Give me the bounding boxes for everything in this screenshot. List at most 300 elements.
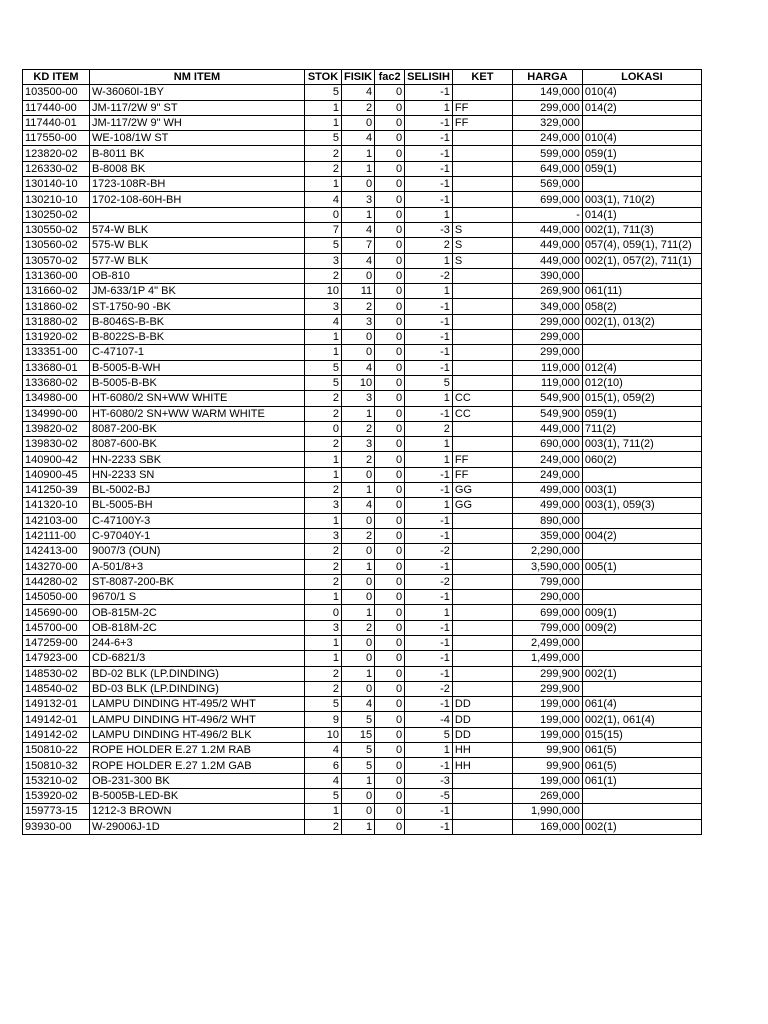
cell-lokasi: 002(1) <box>582 819 701 834</box>
table-row <box>23 192 702 207</box>
cell-ket: DD <box>452 697 512 712</box>
table-row <box>23 697 702 712</box>
table-row <box>23 452 702 467</box>
cell-stok: 3 <box>305 498 342 513</box>
cell-fisik: 1 <box>342 666 375 681</box>
cell-stok: 2 <box>305 146 342 161</box>
cell-stok: 2 <box>305 391 342 406</box>
cell-kd-item: 130550-02 <box>23 222 90 237</box>
cell-harga: 449,000 <box>512 253 582 268</box>
cell-harga: 390,000 <box>512 268 582 283</box>
cell-kd-item: 130250-02 <box>23 207 90 222</box>
cell-harga: 299,900 <box>512 666 582 681</box>
cell-stok: 3 <box>305 620 342 635</box>
cell-stok: 1 <box>305 115 342 130</box>
cell-stok: 5 <box>305 238 342 253</box>
cell-harga: 690,000 <box>512 437 582 452</box>
cell-fac2: 0 <box>375 391 405 406</box>
cell-nm-item: B-8011 BK <box>90 146 305 161</box>
cell-harga: 119,000 <box>512 360 582 375</box>
cell-nm-item: B-8008 BK <box>90 161 305 176</box>
cell-kd-item: 150810-32 <box>23 758 90 773</box>
cell-lokasi: 057(4), 059(1), 711(2) <box>582 238 701 253</box>
cell-nm-item: 1702-108-60H-BH <box>90 192 305 207</box>
cell-fac2: 0 <box>375 727 405 742</box>
cell-lokasi: 002(1), 057(2), 711(1) <box>582 253 701 268</box>
cell-ket: FF <box>452 100 512 115</box>
cell-fac2: 0 <box>375 314 405 329</box>
header-fisik: FISIK <box>342 70 375 85</box>
table-row <box>23 788 702 803</box>
cell-nm-item: HT-6080/2 SN+WW WHITE <box>90 391 305 406</box>
cell-lokasi: 010(4) <box>582 85 701 100</box>
cell-nm-item: 575-W BLK <box>90 238 305 253</box>
cell-stok: 5 <box>305 360 342 375</box>
cell-fac2: 0 <box>375 207 405 222</box>
cell-selisih: -1 <box>405 177 453 192</box>
cell-selisih: 2 <box>405 421 453 436</box>
cell-lokasi: 004(2) <box>582 528 701 543</box>
cell-fisik: 4 <box>342 131 375 146</box>
cell-kd-item: 131360-00 <box>23 268 90 283</box>
cell-fisik: 4 <box>342 498 375 513</box>
cell-stok: 4 <box>305 192 342 207</box>
cell-nm-item: A-501/8+3 <box>90 559 305 574</box>
cell-selisih: -1 <box>405 758 453 773</box>
cell-harga: 499,000 <box>512 483 582 498</box>
header-ket: KET <box>452 70 512 85</box>
cell-kd-item: 131920-02 <box>23 330 90 345</box>
cell-stok: 3 <box>305 253 342 268</box>
table-row <box>23 115 702 130</box>
cell-harga: 299,000 <box>512 100 582 115</box>
cell-stok: 2 <box>305 681 342 696</box>
table-row <box>23 574 702 589</box>
cell-stok: 1 <box>305 804 342 819</box>
cell-selisih: 1 <box>405 498 453 513</box>
cell-harga: 449,000 <box>512 421 582 436</box>
cell-ket <box>452 666 512 681</box>
cell-nm-item: WE-108/1W ST <box>90 131 305 146</box>
cell-selisih: 5 <box>405 375 453 390</box>
cell-harga: 890,000 <box>512 513 582 528</box>
table-row <box>23 177 702 192</box>
cell-fac2: 0 <box>375 131 405 146</box>
cell-fac2: 0 <box>375 345 405 360</box>
cell-ket <box>452 421 512 436</box>
inventory-table <box>22 69 702 835</box>
cell-fac2: 0 <box>375 773 405 788</box>
cell-nm-item: BL-5002-BJ <box>90 483 305 498</box>
cell-stok: 4 <box>305 743 342 758</box>
table-row <box>23 605 702 620</box>
cell-lokasi <box>582 177 701 192</box>
table-row <box>23 804 702 819</box>
cell-stok: 2 <box>305 574 342 589</box>
cell-harga: 299,000 <box>512 314 582 329</box>
cell-stok: 5 <box>305 85 342 100</box>
cell-fac2: 0 <box>375 360 405 375</box>
cell-lokasi: 015(15) <box>582 727 701 742</box>
cell-ket <box>452 177 512 192</box>
cell-fac2: 0 <box>375 559 405 574</box>
cell-kd-item: 131860-02 <box>23 299 90 314</box>
cell-nm-item: 1723-108R-BH <box>90 177 305 192</box>
cell-harga: 299,000 <box>512 345 582 360</box>
cell-nm-item: B-5005B-LED-BK <box>90 788 305 803</box>
cell-fisik: 0 <box>342 590 375 605</box>
cell-fac2: 0 <box>375 635 405 650</box>
table-row <box>23 666 702 681</box>
cell-fisik: 0 <box>342 574 375 589</box>
cell-kd-item: 126330-02 <box>23 161 90 176</box>
cell-nm-item: LAMPU DINDING HT-496/2 BLK <box>90 727 305 742</box>
cell-stok: 9 <box>305 712 342 727</box>
cell-lokasi <box>582 330 701 345</box>
cell-ket: FF <box>452 452 512 467</box>
cell-lokasi <box>582 681 701 696</box>
cell-harga: 799,000 <box>512 620 582 635</box>
cell-fisik: 2 <box>342 100 375 115</box>
cell-selisih: 1 <box>405 743 453 758</box>
cell-harga: 549,900 <box>512 391 582 406</box>
table-row <box>23 330 702 345</box>
cell-stok: 5 <box>305 788 342 803</box>
cell-harga: 699,000 <box>512 605 582 620</box>
cell-nm-item: ST-1750-90 -BK <box>90 299 305 314</box>
cell-harga: 249,000 <box>512 467 582 482</box>
cell-ket <box>452 437 512 452</box>
cell-lokasi: 009(1) <box>582 605 701 620</box>
cell-stok: 2 <box>305 559 342 574</box>
cell-selisih: -1 <box>405 299 453 314</box>
cell-lokasi: 059(1) <box>582 146 701 161</box>
cell-harga: 329,000 <box>512 115 582 130</box>
cell-kd-item: 131880-02 <box>23 314 90 329</box>
cell-harga: 1,499,000 <box>512 651 582 666</box>
cell-kd-item: 143270-00 <box>23 559 90 574</box>
cell-stok: 3 <box>305 528 342 543</box>
cell-stok: 10 <box>305 727 342 742</box>
cell-harga: 3,590,000 <box>512 559 582 574</box>
cell-nm-item: JM-117/2W 9" WH <box>90 115 305 130</box>
cell-fisik: 1 <box>342 559 375 574</box>
header-stok: STOK <box>305 70 342 85</box>
cell-selisih: -1 <box>405 651 453 666</box>
cell-lokasi: 002(1), 013(2) <box>582 314 701 329</box>
cell-lokasi: 012(10) <box>582 375 701 390</box>
cell-nm-item: 8087-600-BK <box>90 437 305 452</box>
cell-harga: 290,000 <box>512 590 582 605</box>
cell-kd-item: 134980-00 <box>23 391 90 406</box>
cell-selisih: 1 <box>405 207 453 222</box>
cell-fisik: 2 <box>342 421 375 436</box>
cell-ket <box>452 651 512 666</box>
table-row <box>23 131 702 146</box>
cell-harga: 249,000 <box>512 452 582 467</box>
cell-selisih: 1 <box>405 253 453 268</box>
cell-kd-item: 139830-02 <box>23 437 90 452</box>
cell-harga: 359,000 <box>512 528 582 543</box>
cell-fac2: 0 <box>375 284 405 299</box>
cell-harga: 119,000 <box>512 375 582 390</box>
cell-ket <box>452 345 512 360</box>
cell-ket <box>452 528 512 543</box>
table-row <box>23 819 702 834</box>
header-kd-item: KD ITEM <box>23 70 90 85</box>
header-harga: HARGA <box>512 70 582 85</box>
cell-selisih: -1 <box>405 192 453 207</box>
cell-lokasi <box>582 513 701 528</box>
cell-fac2: 0 <box>375 406 405 421</box>
cell-stok: 0 <box>305 605 342 620</box>
cell-kd-item: 145700-00 <box>23 620 90 635</box>
cell-fac2: 0 <box>375 192 405 207</box>
cell-kd-item: 142111-00 <box>23 528 90 543</box>
cell-ket: S <box>452 222 512 237</box>
table-row <box>23 85 702 100</box>
cell-fisik: 0 <box>342 635 375 650</box>
cell-selisih: 1 <box>405 437 453 452</box>
cell-nm-item: 574-W BLK <box>90 222 305 237</box>
table-row <box>23 146 702 161</box>
cell-fac2: 0 <box>375 498 405 513</box>
cell-ket <box>452 819 512 834</box>
cell-nm-item: ROPE HOLDER E.27 1.2M GAB <box>90 758 305 773</box>
cell-ket <box>452 590 512 605</box>
cell-nm-item: BD-03 BLK (LP.DINDING) <box>90 681 305 696</box>
cell-fisik: 7 <box>342 238 375 253</box>
cell-lokasi: 002(1) <box>582 666 701 681</box>
cell-fac2: 0 <box>375 85 405 100</box>
cell-lokasi <box>582 268 701 283</box>
cell-kd-item: 144280-02 <box>23 574 90 589</box>
cell-harga: 569,000 <box>512 177 582 192</box>
cell-lokasi: 061(1) <box>582 773 701 788</box>
cell-stok: 7 <box>305 222 342 237</box>
cell-kd-item: 159773-15 <box>23 804 90 819</box>
cell-fisik: 0 <box>342 544 375 559</box>
cell-lokasi <box>582 590 701 605</box>
cell-ket <box>452 192 512 207</box>
cell-nm-item: BL-5005-BH <box>90 498 305 513</box>
cell-harga: 269,000 <box>512 788 582 803</box>
cell-nm-item: 9670/1 S <box>90 590 305 605</box>
cell-stok: 1 <box>305 590 342 605</box>
table-row <box>23 345 702 360</box>
cell-nm-item: CD-6821/3 <box>90 651 305 666</box>
table-row <box>23 590 702 605</box>
table-row <box>23 498 702 513</box>
cell-lokasi <box>582 804 701 819</box>
table-row <box>23 483 702 498</box>
cell-fisik: 0 <box>342 651 375 666</box>
cell-kd-item: 130560-02 <box>23 238 90 253</box>
cell-nm-item: 577-W BLK <box>90 253 305 268</box>
table-row <box>23 513 702 528</box>
cell-kd-item: 141250-39 <box>23 483 90 498</box>
cell-fisik: 2 <box>342 620 375 635</box>
cell-fisik: 15 <box>342 727 375 742</box>
cell-lokasi <box>582 115 701 130</box>
cell-kd-item: 145690-00 <box>23 605 90 620</box>
cell-harga: 99,900 <box>512 758 582 773</box>
cell-nm-item: HN-2233 SBK <box>90 452 305 467</box>
cell-ket: S <box>452 238 512 253</box>
table-row <box>23 253 702 268</box>
cell-stok: 1 <box>305 452 342 467</box>
cell-lokasi: 061(5) <box>582 743 701 758</box>
cell-fisik: 1 <box>342 483 375 498</box>
cell-ket <box>452 559 512 574</box>
cell-selisih: 1 <box>405 452 453 467</box>
cell-ket <box>452 207 512 222</box>
cell-kd-item: 117440-00 <box>23 100 90 115</box>
cell-fisik: 2 <box>342 528 375 543</box>
cell-fisik: 4 <box>342 697 375 712</box>
cell-stok: 2 <box>305 666 342 681</box>
cell-kd-item: 140900-45 <box>23 467 90 482</box>
cell-selisih: -2 <box>405 268 453 283</box>
cell-selisih: 1 <box>405 284 453 299</box>
cell-lokasi: 012(4) <box>582 360 701 375</box>
cell-stok: 2 <box>305 819 342 834</box>
cell-harga: 599,000 <box>512 146 582 161</box>
cell-selisih: -1 <box>405 666 453 681</box>
cell-fisik: 1 <box>342 207 375 222</box>
cell-selisih: -1 <box>405 406 453 421</box>
cell-fisik: 3 <box>342 192 375 207</box>
table-row <box>23 421 702 436</box>
cell-lokasi: 003(1), 711(2) <box>582 437 701 452</box>
cell-fac2: 0 <box>375 452 405 467</box>
cell-nm-item: ST-8087-200-BK <box>90 574 305 589</box>
cell-lokasi: 061(4) <box>582 697 701 712</box>
cell-fac2: 0 <box>375 330 405 345</box>
cell-fisik: 5 <box>342 758 375 773</box>
cell-nm-item: 1212-3 BROWN <box>90 804 305 819</box>
cell-selisih: 2 <box>405 238 453 253</box>
cell-fac2: 0 <box>375 115 405 130</box>
cell-stok: 5 <box>305 697 342 712</box>
cell-nm-item: OB-810 <box>90 268 305 283</box>
cell-fisik: 3 <box>342 437 375 452</box>
cell-selisih: 5 <box>405 727 453 742</box>
cell-stok: 4 <box>305 314 342 329</box>
cell-ket <box>452 513 512 528</box>
cell-nm-item: JM-633/1P 4" BK <box>90 284 305 299</box>
cell-lokasi: 014(2) <box>582 100 701 115</box>
cell-ket <box>452 85 512 100</box>
cell-fac2: 0 <box>375 788 405 803</box>
cell-fisik: 0 <box>342 681 375 696</box>
cell-fac2: 0 <box>375 590 405 605</box>
cell-fisik: 5 <box>342 743 375 758</box>
table-row <box>23 651 702 666</box>
table-row <box>23 467 702 482</box>
table-row <box>23 314 702 329</box>
cell-lokasi: 010(4) <box>582 131 701 146</box>
cell-stok: 1 <box>305 100 342 115</box>
cell-selisih: -1 <box>405 483 453 498</box>
cell-fisik: 0 <box>342 115 375 130</box>
cell-selisih: -4 <box>405 712 453 727</box>
cell-harga: 199,000 <box>512 727 582 742</box>
cell-stok: 2 <box>305 483 342 498</box>
cell-harga: 649,000 <box>512 161 582 176</box>
cell-ket: DD <box>452 727 512 742</box>
cell-nm-item: W-29006J-1D <box>90 819 305 834</box>
cell-fisik: 3 <box>342 391 375 406</box>
cell-harga: 199,000 <box>512 697 582 712</box>
cell-fac2: 0 <box>375 819 405 834</box>
cell-ket: FF <box>452 115 512 130</box>
cell-harga: 499,000 <box>512 498 582 513</box>
cell-nm-item: OB-815M-2C <box>90 605 305 620</box>
table-body <box>23 85 702 835</box>
cell-fac2: 0 <box>375 100 405 115</box>
cell-stok: 5 <box>305 131 342 146</box>
cell-kd-item: 149142-02 <box>23 727 90 742</box>
cell-lokasi: 059(1) <box>582 161 701 176</box>
cell-stok: 1 <box>305 651 342 666</box>
cell-selisih: -1 <box>405 131 453 146</box>
cell-harga: 799,000 <box>512 574 582 589</box>
cell-kd-item: 140900-42 <box>23 452 90 467</box>
cell-harga: - <box>512 207 582 222</box>
table-row <box>23 727 702 742</box>
cell-nm-item: B-5005-B-BK <box>90 375 305 390</box>
cell-kd-item: 133351-00 <box>23 345 90 360</box>
cell-stok: 2 <box>305 161 342 176</box>
cell-kd-item: 141320-10 <box>23 498 90 513</box>
cell-selisih: -1 <box>405 146 453 161</box>
table-row <box>23 712 702 727</box>
cell-ket <box>452 161 512 176</box>
cell-harga: 299,000 <box>512 330 582 345</box>
cell-selisih: 1 <box>405 391 453 406</box>
cell-nm-item: B-8022S-B-BK <box>90 330 305 345</box>
cell-nm-item <box>90 207 305 222</box>
cell-fisik: 0 <box>342 177 375 192</box>
table-row <box>23 391 702 406</box>
cell-fisik: 1 <box>342 406 375 421</box>
table-row <box>23 635 702 650</box>
table-row <box>23 544 702 559</box>
cell-kd-item: 130570-02 <box>23 253 90 268</box>
cell-ket <box>452 635 512 650</box>
table-row <box>23 238 702 253</box>
cell-fisik: 5 <box>342 712 375 727</box>
cell-ket <box>452 574 512 589</box>
cell-kd-item: 117550-00 <box>23 131 90 146</box>
cell-fac2: 0 <box>375 375 405 390</box>
cell-fac2: 0 <box>375 804 405 819</box>
cell-selisih: -1 <box>405 115 453 130</box>
cell-kd-item: 148530-02 <box>23 666 90 681</box>
cell-ket <box>452 681 512 696</box>
cell-fisik: 1 <box>342 161 375 176</box>
table-row <box>23 758 702 773</box>
cell-lokasi <box>582 345 701 360</box>
cell-selisih: -1 <box>405 559 453 574</box>
cell-harga: 2,290,000 <box>512 544 582 559</box>
table-row <box>23 773 702 788</box>
cell-kd-item: 142413-00 <box>23 544 90 559</box>
cell-nm-item: B-8046S-B-BK <box>90 314 305 329</box>
cell-ket <box>452 773 512 788</box>
cell-lokasi: 061(11) <box>582 284 701 299</box>
